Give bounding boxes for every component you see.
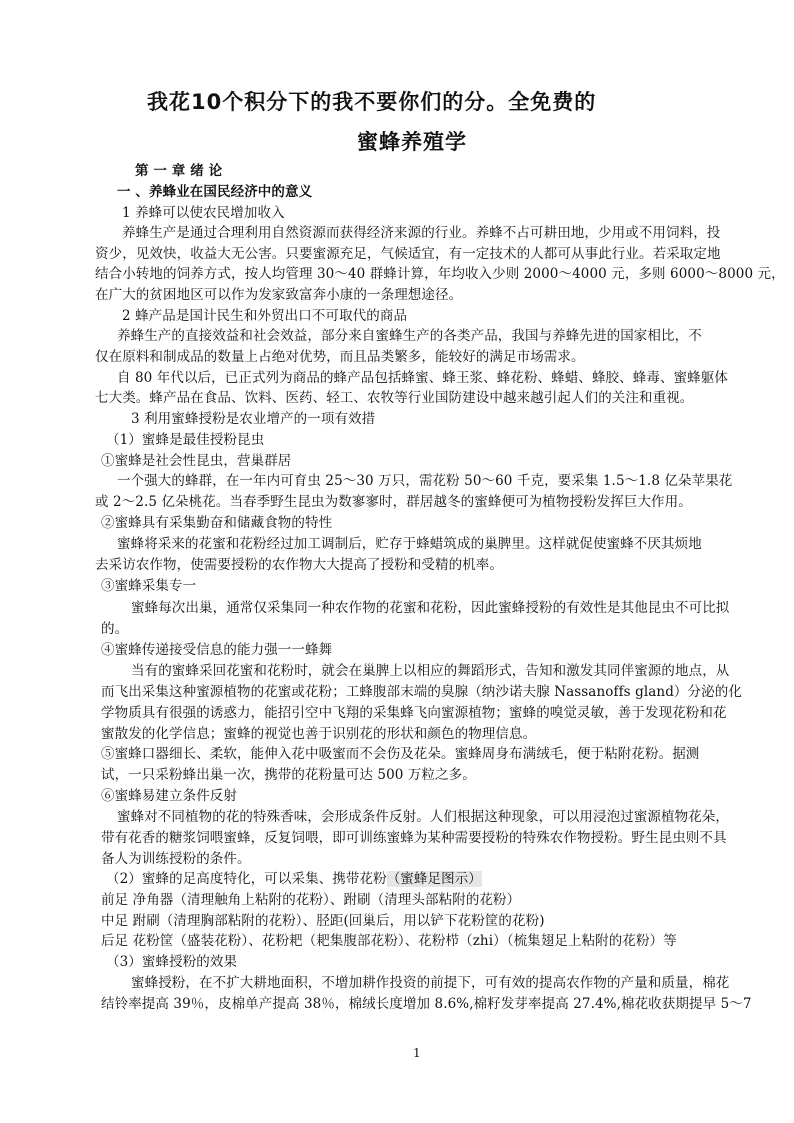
leg-description-middle: 中足 跗刷（清理胸部粘附的花粉）、胫距(回巢后，用以铲下花粉筐的花粉) [101,913,545,929]
chapter-heading: 第 一 章 绪 论 [135,163,223,179]
paragraph-line: 蜜蜂授粉，在不扩大耕地面积，不增加耕作投资的前提下，可有效的提高农作物的产量和质量，棉花 [131,975,730,991]
leg-description-hind: 后足 花粉筐（盛装花粉）、花粉耙（耙集腹部花粉）、花粉栉（zhi）（梳集翅足上粘附的花粉）等 [101,933,677,949]
paragraph-line: 学物质具有很强的诱惑力，能招引空中飞翔的采集蜂飞向蜜源植物；蜜蜂的嗅觉灵敏，善于发现花粉和花 [101,705,727,721]
paragraph-line: 在广大的贫困地区可以作为发家致富奔小康的一条理想途径。 [95,287,463,303]
page-number: 1 [413,1046,421,1060]
paragraph-line: 或 2～2.5 亿朵桃花。当春季野生昆虫为数寥寥时，群居越冬的蜜蜂便可为植物授粉发挥巨大作用。 [95,494,692,510]
paragraph-line: 而飞出采集这种蜜源植物的花蜜或花粉；工蜂腹部末端的臭腺（纳沙诺夫腺 Nassanoffs gland）分泌的化 [101,684,742,700]
paragraph-line: 结合小转地的饲养方式，按人均管理 30～40 群蜂计算，年均收入少则 2000～4000 元，多则 6000～8000 元， [95,266,785,282]
item-heading: ①蜜蜂是社会性昆虫，营巢群居 [101,453,292,469]
paragraph-line: 蜜蜂将采来的花蜜和花粉经过加工调制后，贮存于蜂蜡筑成的巢脾里。这样就促使蜜蜂不厌其烦地 [117,536,702,552]
item-heading: ⑥蜜蜂易建立条件反射 [101,788,237,804]
paragraph-line: 备人为训练授粉的条件。 [101,851,251,867]
leg-description-front: 前足 净角器（清理触角上粘附的花粉）、跗刷（清理头部粘附的花粉） [101,892,521,908]
item-heading: （1）蜜蜂是最佳授粉昆虫 [106,432,265,448]
item-heading [106,869,482,889]
document-title-line-2: 蜜蜂养殖学 [357,130,467,154]
paragraph-line: 养蜂生产是通过合理利用自然资源而获得经济来源的行业。养蜂不占可耕田地，少用或不用饲料，投 [122,225,721,241]
figure-reference: （蜜蜂足图示） [386,871,482,887]
paragraph-line: 带有花香的糖浆饲喂蜜蜂，反复饲喂，即可训练蜜蜂为某种需要授粉的特殊农作物授粉。野生昆虫则不具 [101,830,727,846]
subsection-heading: 1 养蜂可以使农民增加收入 [122,205,285,221]
paragraph-line: 蜜蜂对不同植物的花的特殊香味，会形成条件反射。人们根据这种现象，可以用浸泡过蜜源植物花朵， [117,809,729,825]
item-heading: ②蜜蜂具有采集勤奋和储藏食物的特性 [101,515,333,531]
paragraph-line: 去采访农作物，使需要授粉的农作物大大提高了授粉和受精的机率。 [95,557,503,573]
paragraph-line: 结铃率提高 39％，皮棉单产提高 38％，棉绒长度增加 8.6%,棉籽发芽率提高 27.4%,棉花收获期提早 5～7 [101,996,752,1012]
item-heading: （3）蜜蜂授粉的效果 [106,954,238,970]
paragraph-line: 蜜蜂每次出巢，通常仅采集同一种农作物的花蜜和花粉，因此蜜蜂授粉的有效性是其他昆虫不可比拟 [131,600,730,616]
item-heading: ④蜜蜂传递接受信息的能力强一一蜂舞 [101,642,333,658]
item-heading-text: （2）蜜蜂的足高度特化，可以采集、携带花粉 [106,871,387,887]
paragraph-line: 当有的蜜蜂采回花蜜和花粉时，就会在巢脾上以相应的舞蹈形式，告知和激发其同伴蜜源的地点，从 [131,663,730,679]
paragraph-line: 的。 [101,621,129,637]
paragraph-line: ⑤蜜蜂口器细长、柔软，能伸入花中吸蜜而不会伤及花朵。蜜蜂周身布满绒毛，便于粘附花粉。据测 [101,746,700,762]
section-heading: 一 、养蜂业在国民经济中的意义 [117,184,313,200]
paragraph-line: 一个强大的蜂群，在一年内可育虫 25～30 万只，需花粉 50～60 千克，要采集 1.5～1.8 亿朵苹果花 [117,473,733,489]
paragraph-line: 自 80 年代以后，已正式列为商品的蜂产品包括蜂蜜、蜂王浆、蜂花粉、蜂蜡、蜂胶、蜂毒、蜜蜂躯体 [117,370,728,386]
subsection-heading: 3 利用蜜蜂授粉是农业增产的一项有效措 [131,411,376,427]
paragraph-line: 养蜂生产的直接效益和社会效益，部分来自蜜蜂生产的各类产品，我国与养蜂先进的国家相比，不 [117,328,702,344]
document-title-line-1: 我花10个积分下的我不要你们的分。全免费的 [147,90,597,114]
paragraph-line: 试，一只采粉蜂出巢一次，携带的花粉量可达 500 万粒之多。 [101,767,476,783]
paragraph-line: 蜜散发的化学信息；蜜蜂的视觉也善于识别花的形状和颜色的物理信息。 [101,726,537,742]
item-heading: ③蜜蜂采集专一 [101,578,197,594]
subsection-heading: 2 蜂产品是国计民生和外贸出口不可取代的商品 [122,308,408,324]
paragraph-line: 仅在原料和制成品的数量上占绝对优势，而且品类繁多，能较好的满足市场需求。 [95,349,585,365]
paragraph-line: 资少，见效快，收益大无公害。只要蜜源充足，气候适宜，有一定技术的人都可从事此行业。若采取定地 [95,246,721,262]
paragraph-line: 七大类。蜂产品在食品、饮料、医药、轻工、农牧等行业国防建设中越来越引起人们的关注和重视。 [95,390,694,406]
